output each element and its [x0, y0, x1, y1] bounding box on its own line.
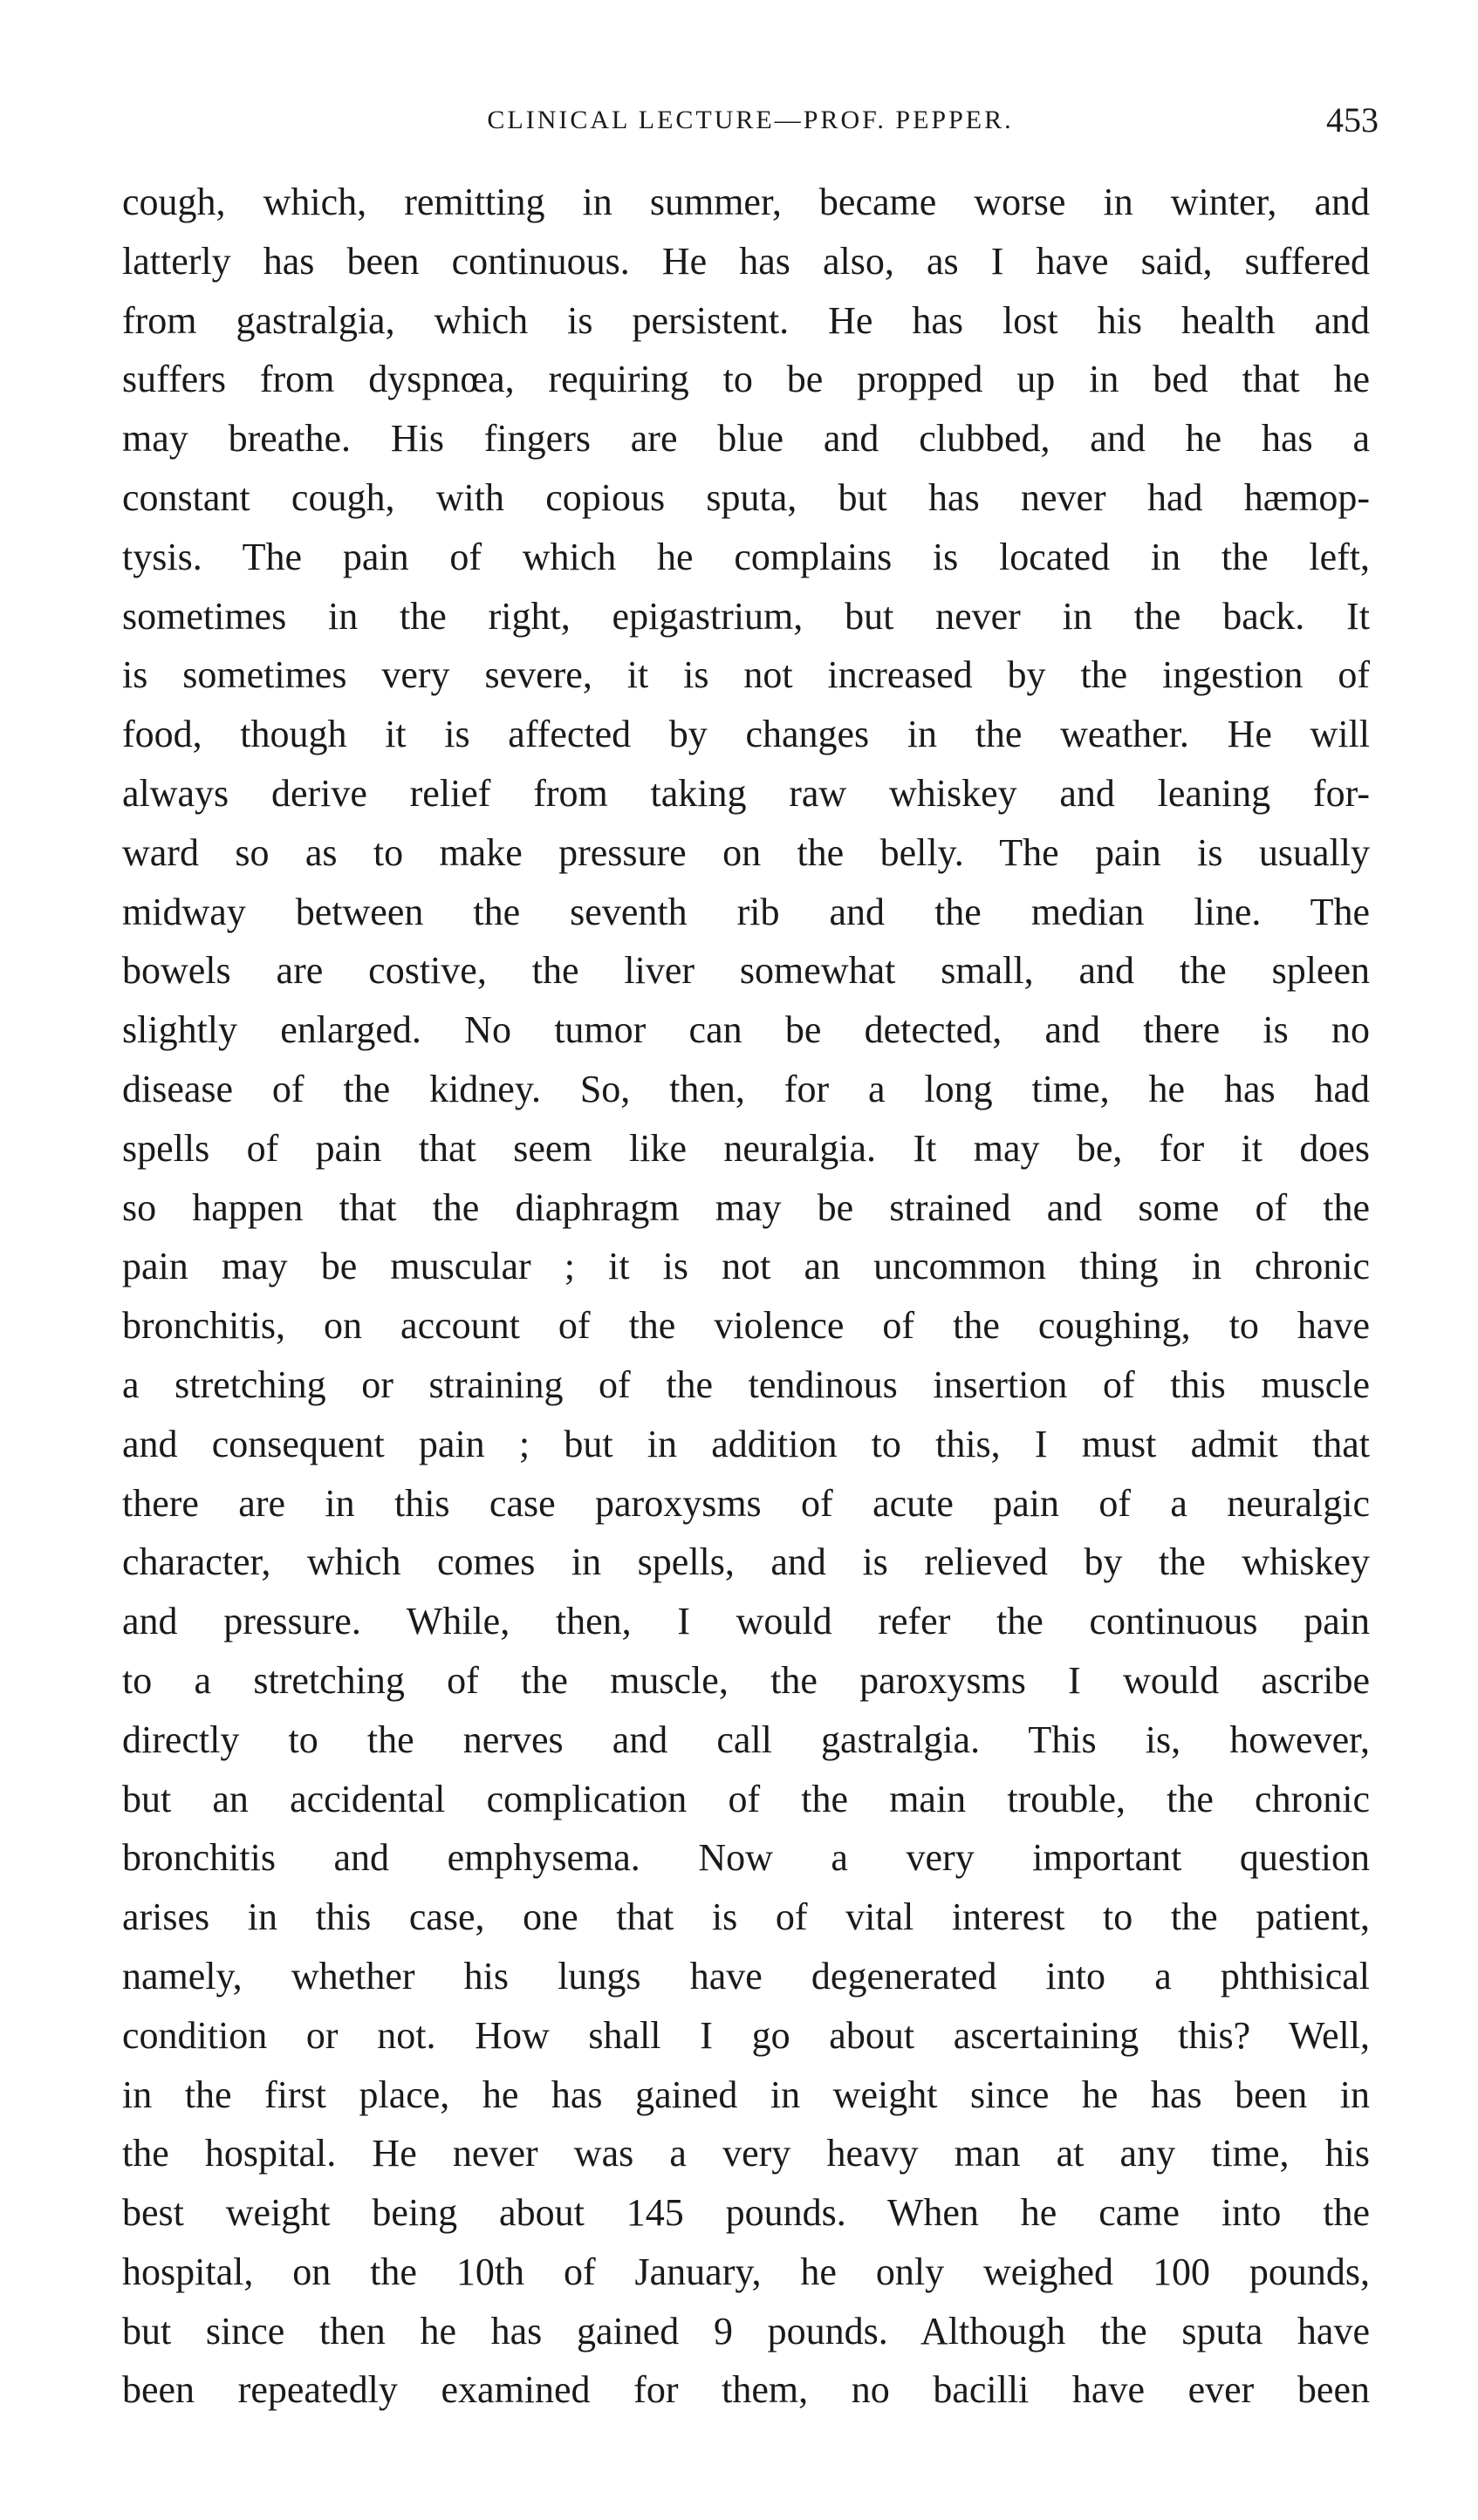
text-line: spells of pain that seem like neuralgia. It may be, for it does: [122, 1126, 1370, 1170]
text-line: bronchitis and emphysema. Now a very important question: [122, 1836, 1370, 1880]
running-head-title: CLINICAL LECTURE—PROF. PEPPER.: [487, 106, 1014, 134]
text-line: disease of the kidney. So, then, for a long time, he has had: [122, 1067, 1370, 1110]
text-line: condition or not. How shall I go about ascertaining this? Well,: [122, 2013, 1370, 2057]
text-line: from gastralgia, which is persistent. He has lost his health and: [122, 298, 1370, 342]
text-line: the hospital. He never was a very heavy man at any time, his: [122, 2132, 1370, 2175]
text-line: suffers from dyspnœa, requiring to be propped up in bed that he: [122, 358, 1370, 401]
body-text: [122, 173, 1370, 2420]
text-line: cough, which, remitting in summer, became worse in winter, and: [122, 181, 1370, 223]
text-line: hospital, on the 10th of January, he only weighed 100 pounds,: [122, 2250, 1370, 2293]
text-line: pain may be muscular ; it is not an uncommon thing in chronic: [122, 1245, 1370, 1288]
text-line: but an accidental complication of the main trouble, the chronic: [122, 1777, 1370, 1820]
page-number: 453: [1326, 100, 1379, 140]
running-header: [122, 94, 1379, 147]
text-line: always derive relief from taking raw whiskey and leaning for-: [122, 771, 1370, 815]
text-line: ward so as to make pressure on the belly. The pain is usually: [122, 830, 1370, 874]
text-line: food, though it is affected by changes in the weather. He will: [122, 713, 1370, 756]
text-line: midway between the seventh rib and the median line. The: [122, 890, 1370, 933]
text-line: arises in this case, one that is of vital interest to the patient,: [122, 1895, 1370, 1939]
text-line: is sometimes very severe, it is not increased by the ingestion of: [122, 653, 1370, 697]
text-line: in the first place, he has gained in weight since he has been in: [122, 2073, 1370, 2116]
text-line: bronchitis, on account of the violence of the coughing, to have: [122, 1304, 1370, 1348]
text-line: tysis. The pain of which he complains is located in the left,: [122, 535, 1370, 578]
text-line: namely, whether his lungs have degenerated into a phthisical: [122, 1954, 1370, 1998]
text-line: so happen that the diaphragm may be strained and some of the: [122, 1185, 1370, 1229]
text-line: bowels are costive, the liver somewhat small, and the spleen: [122, 949, 1370, 993]
text-line: there are in this case paroxysms of acute pain of a neuralgic: [122, 1481, 1370, 1525]
text-line: a stretching or straining of the tendinous insertion of this muscle: [122, 1362, 1370, 1406]
text-line: best weight being about 145 pounds. When he came into the: [122, 2191, 1370, 2235]
text-line: but since then he has gained 9 pounds. Although the sputa have: [122, 2309, 1370, 2353]
text-line: and pressure. While, then, I would refer the continuous pain: [122, 1600, 1370, 1643]
text-line: constant cough, with copious sputa, but has never had hæmop-: [122, 475, 1370, 519]
text-line: to a stretching of the muscle, the paroxysms I would ascribe: [122, 1658, 1370, 1702]
text-line: been repeatedly examined for them, no bacilli have ever been: [122, 2368, 1370, 2412]
text-line: may breathe. His fingers are blue and clubbed, and he has a: [122, 417, 1370, 461]
text-line: directly to the nerves and call gastralgia. This is, however,: [122, 1718, 1370, 1761]
text-line: and consequent pain ; but in addition to this, I must admit that: [122, 1422, 1370, 1465]
text-line: slightly enlarged. No tumor can be detected, and there is no: [122, 1008, 1370, 1052]
text-line: latterly has been continuous. He has also, as I have said, suffered: [122, 239, 1370, 283]
text-line: character, which comes in spells, and is relieved by the whiskey: [122, 1540, 1370, 1584]
text-line: sometimes in the right, epigastrium, but never in the back. It: [122, 594, 1370, 638]
